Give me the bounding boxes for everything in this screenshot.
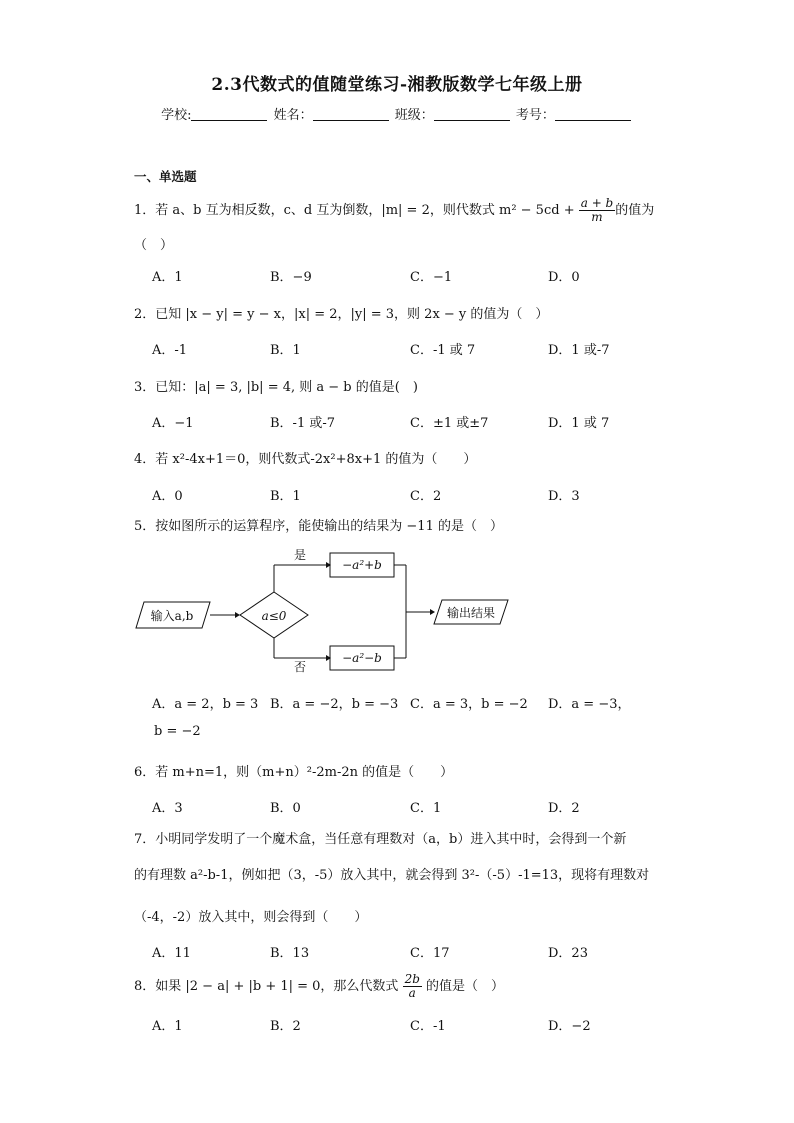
q3-option-b[interactable]: B．-1 或-7 <box>270 416 336 431</box>
school-label: 学校: <box>161 108 192 123</box>
q8-fraction: $\frac{2b}{a}$ <box>404 972 420 1000</box>
q8-option-b[interactable]: B．2 <box>270 1019 301 1034</box>
q4-option-c[interactable]: C．2 <box>410 489 442 504</box>
question-4-stem: 4．若 x²-4x+1＝0，则代数式-2x²+8x+1 的值为（ ） <box>134 452 477 467</box>
exam-blank[interactable] <box>555 108 631 121</box>
name-label: 姓名： <box>273 108 313 123</box>
q3-option-d[interactable]: D．1 或 7 <box>548 416 610 431</box>
question-5-stem: 5．按如图所示的运算程序，能使输出的结果为 −11 的是（ ） <box>134 519 503 534</box>
flow-input-label: 输入a,b <box>150 609 194 623</box>
section-title: 一、单选题 <box>134 169 197 184</box>
question-3-stem: 3．已知：|a| = 3, |b| = 4, 则 a − b 的值是( ) <box>134 380 418 395</box>
question-7-line-2: 的有理数 a²-b-1，例如把（3，-5）放入其中，就会得到 3²-（-5）-1=13，现将有理数对 <box>134 868 650 883</box>
question-7-line-1: 7．小明同学发明了一个魔术盒，当任意有理数对（a，b）进入其中时，会得到一个新 <box>134 832 627 847</box>
q6-option-a[interactable]: A．3 <box>152 801 183 816</box>
q2-option-c[interactable]: C．-1 或 7 <box>410 343 476 358</box>
q1-option-b[interactable]: B．−9 <box>270 270 312 285</box>
q7-option-d[interactable]: D．23 <box>548 946 588 961</box>
q3-option-c[interactable]: C．±1 或±7 <box>410 416 489 431</box>
q4-option-b[interactable]: B．1 <box>270 489 301 504</box>
question-6-stem: 6．若 m+n=1，则（m+n）²-2m-2n 的值是（ ） <box>134 765 454 780</box>
question-2-stem: 2．已知 |x − y| = y − x，|x| = 2，|y| = 3，则 2x − y 的值为（ ） <box>134 307 549 322</box>
question-8-stem: 8．如果 |2 − a| + |b + 1| = 0，那么代数式 $\frac{2b}{a}$ 的值是（ ） <box>134 972 505 1000</box>
student-info-line <box>0 104 794 123</box>
flow-condition-label: a≤0 <box>261 609 287 623</box>
flowchart-diagram <box>132 540 522 680</box>
page-title: 2.3代数式的值随堂练习-湘教版数学七年级上册 <box>211 75 583 95</box>
q4-option-a[interactable]: A．0 <box>152 489 183 504</box>
q2-option-b[interactable]: B．1 <box>270 343 301 358</box>
q2-option-a[interactable]: A．-1 <box>152 343 188 358</box>
flow-yes-label: 是 <box>293 548 307 562</box>
exam-label: 考号： <box>515 108 555 123</box>
q8-option-a[interactable]: A．1 <box>152 1019 183 1034</box>
q1-option-a[interactable]: A．1 <box>152 270 183 285</box>
flow-yes-box-label: −a²+b <box>342 558 382 572</box>
school-blank[interactable] <box>191 108 267 121</box>
q4-option-d[interactable]: D．3 <box>548 489 580 504</box>
flow-output-label: 输出结果 <box>446 606 496 620</box>
flow-no-label: 否 <box>293 660 307 674</box>
class-blank[interactable] <box>434 108 510 121</box>
q7-option-a[interactable]: A．11 <box>152 946 191 961</box>
q5-option-c[interactable]: C．a = 3，b = −2 <box>410 697 528 712</box>
q6-option-b[interactable]: B．0 <box>270 801 301 816</box>
q5-option-b[interactable]: B．a = −2，b = −3 <box>270 697 399 712</box>
name-blank[interactable] <box>313 108 389 121</box>
q7-option-b[interactable]: B．13 <box>270 946 310 961</box>
q1-option-d[interactable]: D．0 <box>548 270 580 285</box>
q5-option-a[interactable]: A．a = 2，b = 3 <box>152 697 259 712</box>
q8-option-d[interactable]: D．−2 <box>548 1019 591 1034</box>
q5-option-d[interactable]: D．a = −3， <box>548 697 631 712</box>
class-label: 班级： <box>394 108 434 123</box>
question-1-stem: 1．若 a、b 互为相反数，c、d 互为倒数，|m| = 2，则代数式 m² − 5cd + $\frac{a + b}{m}$ 的值为 <box>134 196 655 224</box>
q8-option-c[interactable]: C．-1 <box>410 1019 446 1034</box>
q6-option-c[interactable]: C．1 <box>410 801 442 816</box>
flow-no-box-label: −a²−b <box>342 651 382 665</box>
q1-option-c[interactable]: C．−1 <box>410 270 453 285</box>
q7-option-c[interactable]: C．17 <box>410 946 450 961</box>
q6-option-d[interactable]: D．2 <box>548 801 580 816</box>
question-1-paren: （ ） <box>134 238 174 253</box>
q1-fraction: $\frac{a + b}{m}$ <box>580 196 614 224</box>
q3-option-a[interactable]: A．−1 <box>152 416 194 431</box>
q5-option-d-continued: b = −2 <box>154 724 201 739</box>
q2-option-d[interactable]: D．1 或-7 <box>548 343 610 358</box>
question-7-line-3: （-4，-2）放入其中，则会得到（ ） <box>134 910 368 925</box>
